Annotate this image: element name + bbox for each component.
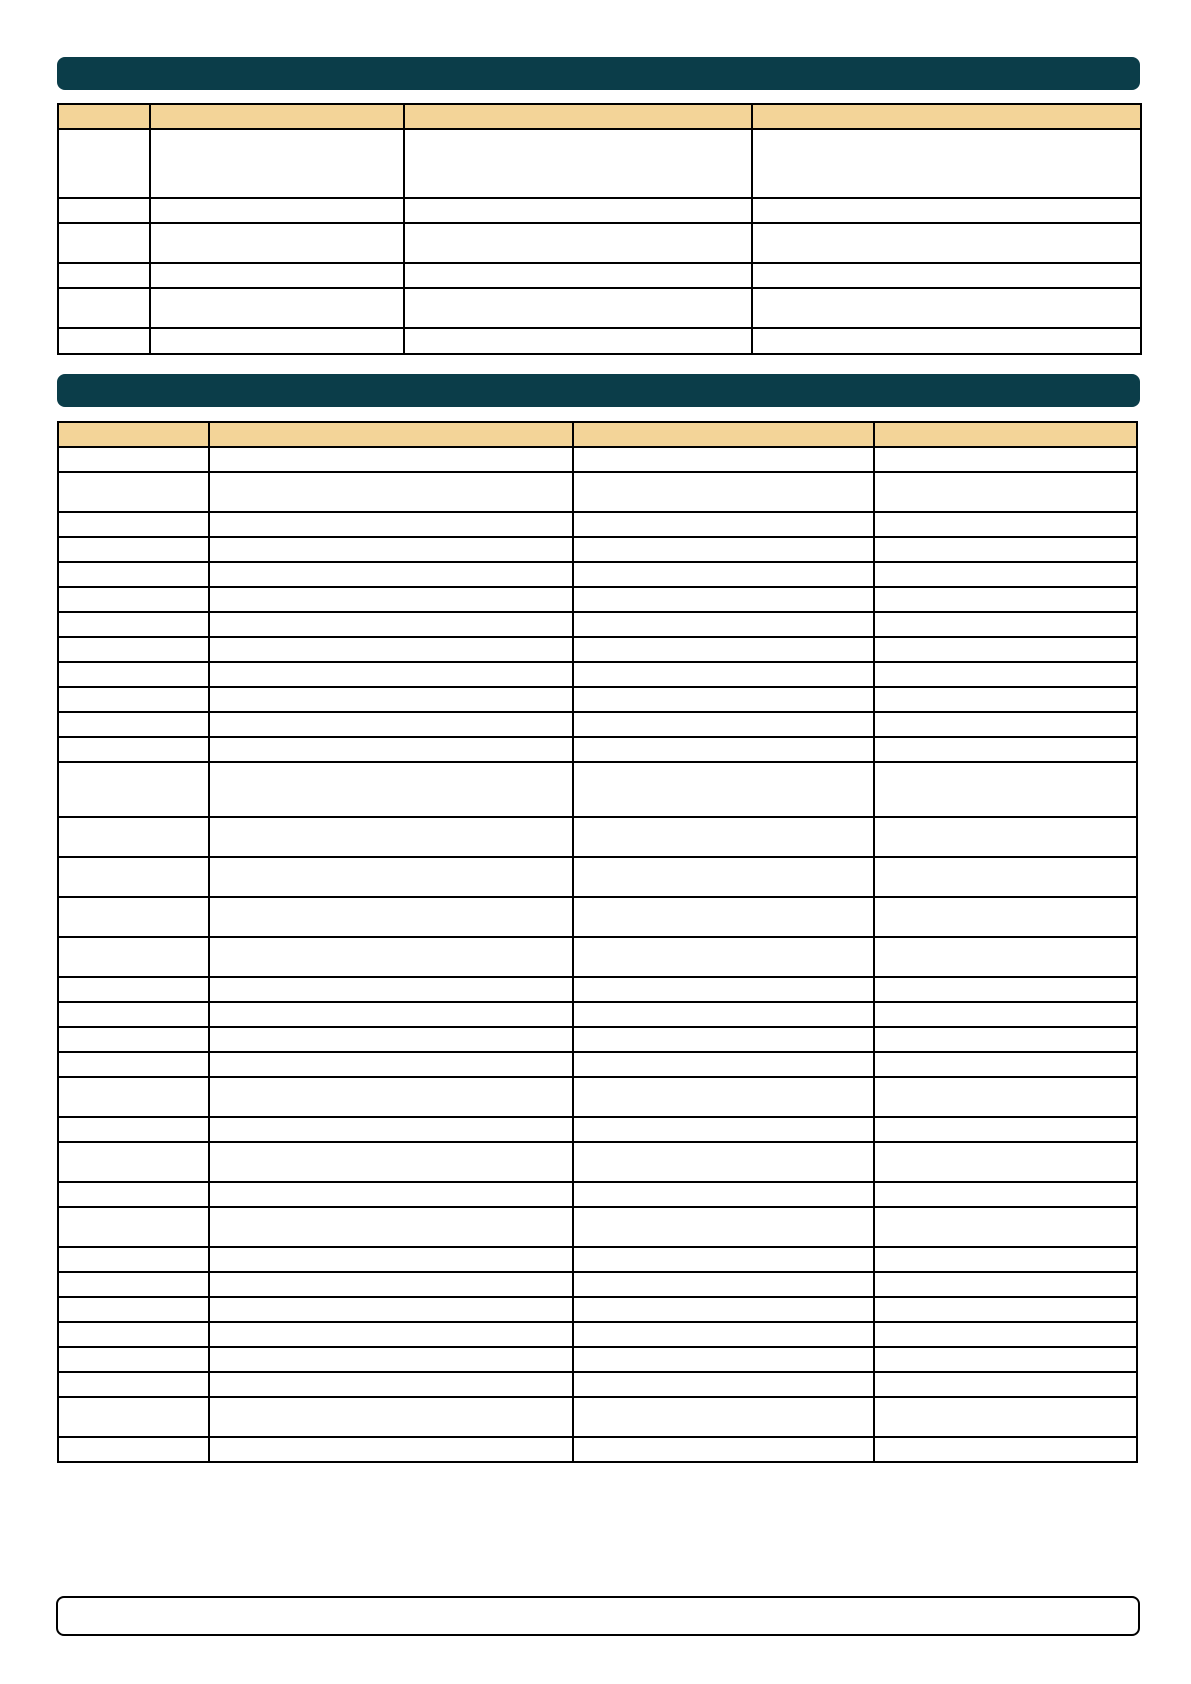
section-2-table-cell: [573, 662, 874, 687]
section-2-table-cell: [58, 1322, 209, 1347]
section-2-table-cell: [874, 1207, 1137, 1247]
section-2-table-row: [58, 472, 1137, 512]
section-2-table-cell: [573, 762, 874, 817]
section-2-table-cell: [573, 1272, 874, 1297]
section-2-table-cell: [573, 612, 874, 637]
section-1-table-row: [58, 223, 1141, 263]
section-2-table-cell: [58, 857, 209, 897]
section-2-header-row: [58, 422, 1137, 447]
section-2-table-cell: [209, 937, 573, 977]
section-1-header-row: [58, 104, 1141, 129]
section-2-table-cell: [58, 637, 209, 662]
section-2-table-row: [58, 712, 1137, 737]
section-2-table-cell: [58, 1027, 209, 1052]
section-2-table-cell: [573, 472, 874, 512]
section-2-table-cell: [874, 1397, 1137, 1437]
section-2-table-cell: [573, 512, 874, 537]
section-1-table-cell: [404, 223, 752, 263]
section-2-table: [57, 421, 1138, 1463]
section-2-table-cell: [209, 612, 573, 637]
section-2-table-cell: [573, 1077, 874, 1117]
section-1-table-cell: [752, 129, 1141, 198]
section-2-table-cell: [58, 1117, 209, 1142]
section-1-table-row: [58, 288, 1141, 328]
section-2-table-cell: [209, 687, 573, 712]
section-2-table-cell: [874, 857, 1137, 897]
section-2-table-cell: [209, 1002, 573, 1027]
section-2-table-cell: [874, 1027, 1137, 1052]
section-2-table-cell: [874, 737, 1137, 762]
section-2-table-cell: [209, 737, 573, 762]
section-2-table-cell: [58, 1297, 209, 1322]
section-2-table-cell: [874, 762, 1137, 817]
section-2-table-cell: [874, 1052, 1137, 1077]
section-2-table-cell: [209, 562, 573, 587]
section-2-table-cell: [58, 612, 209, 637]
section-2-table-cell: [209, 1247, 573, 1272]
section-1-table-cell: [150, 288, 404, 328]
section-1-table-body: [58, 129, 1141, 354]
section-1-table-cell: [150, 328, 404, 354]
section-2-table-cell: [58, 587, 209, 612]
section-1-table-row: [58, 198, 1141, 223]
section-2-table-cell: [209, 587, 573, 612]
section-2-table-cell: [58, 897, 209, 937]
section-2-table-cell: [573, 587, 874, 612]
section-2-table-cell: [573, 637, 874, 662]
section-1-table-cell: [404, 263, 752, 288]
section-1-table-cell: [58, 328, 150, 354]
section-2-table-row: [58, 1347, 1137, 1372]
section-2-table-cell: [58, 1397, 209, 1437]
section-2-header-cell: [874, 422, 1137, 447]
section-2-table-cell: [58, 1182, 209, 1207]
section-2-table-cell: [874, 1272, 1137, 1297]
section-2-table-row: [58, 977, 1137, 1002]
section-2-table-row: [58, 1247, 1137, 1272]
section-2-table-cell: [874, 1297, 1137, 1322]
section-2-table-cell: [209, 447, 573, 472]
section-2-table-row: [58, 612, 1137, 637]
section-2-table-row: [58, 1297, 1137, 1322]
section-2-table-row: [58, 1182, 1137, 1207]
section-2-table-cell: [874, 977, 1137, 1002]
section-2-table-cell: [209, 637, 573, 662]
section-1-table-cell: [150, 198, 404, 223]
section-1-header-cell: [752, 104, 1141, 129]
section-2-table-cell: [874, 1247, 1137, 1272]
section-2-table-cell: [573, 1347, 874, 1372]
section-2-table-cell: [874, 1372, 1137, 1397]
section-1-table-cell: [58, 198, 150, 223]
section-2-table-cell: [573, 1397, 874, 1437]
section-2-table-row: [58, 637, 1137, 662]
section-2-table-row: [58, 1077, 1137, 1117]
section-1-table-cell: [404, 198, 752, 223]
section-2-table-cell: [874, 1077, 1137, 1117]
section-2-table-cell: [573, 737, 874, 762]
section-1-table-cell: [58, 223, 150, 263]
section-2-table-row: [58, 1027, 1137, 1052]
section-2-table-cell: [209, 712, 573, 737]
section-2-table-cell: [58, 512, 209, 537]
section-2-table-cell: [58, 1052, 209, 1077]
section-2-table-row: [58, 687, 1137, 712]
section-2-table-cell: [573, 537, 874, 562]
section-2-table-cell: [209, 897, 573, 937]
section-1-table-row: [58, 263, 1141, 288]
section-1-table-cell: [404, 129, 752, 198]
section-2-table-cell: [874, 937, 1137, 977]
section-2-table-cell: [209, 1052, 573, 1077]
section-2-table-cell: [573, 1117, 874, 1142]
section-1-table-cell: [404, 328, 752, 354]
section-2-table-row: [58, 817, 1137, 857]
section-2-table-body: [58, 447, 1137, 1462]
section-2-table-row: [58, 537, 1137, 562]
section-2-table-cell: [874, 562, 1137, 587]
section-2-table-cell: [58, 817, 209, 857]
section-2-table-cell: [58, 977, 209, 1002]
section-2-table-cell: [874, 1002, 1137, 1027]
section-2-table-cell: [573, 1027, 874, 1052]
section-1-table-row: [58, 129, 1141, 198]
section-2-table-cell: [209, 857, 573, 897]
section-2-table-cell: [874, 587, 1137, 612]
section-2-table-cell: [874, 1322, 1137, 1347]
section-2-table-cell: [58, 1437, 209, 1462]
section-2-table-cell: [209, 512, 573, 537]
section-2-title-bar: [57, 374, 1140, 407]
section-2-table-cell: [573, 897, 874, 937]
section-2-table-cell: [573, 1002, 874, 1027]
section-2-table-row: [58, 762, 1137, 817]
section-1-table-cell: [150, 263, 404, 288]
section-2-table-row: [58, 1322, 1137, 1347]
section-2-table-cell: [573, 687, 874, 712]
section-2-table-cell: [58, 762, 209, 817]
section-2-header-cell: [58, 422, 209, 447]
section-2-table-cell: [573, 1142, 874, 1182]
section-2-table-cell: [209, 1142, 573, 1182]
section-2-table-row: [58, 447, 1137, 472]
section-2-table-cell: [209, 472, 573, 512]
section-2-table-row: [58, 587, 1137, 612]
section-2-header-cell: [209, 422, 573, 447]
section-2-table-cell: [573, 977, 874, 1002]
section-2-table-cell: [874, 1347, 1137, 1372]
section-2-table-cell: [58, 1347, 209, 1372]
section-2-table-cell: [209, 1397, 573, 1437]
section-2-table-cell: [874, 612, 1137, 637]
section-2-table-cell: [209, 1207, 573, 1247]
section-2-table-cell: [209, 1347, 573, 1372]
section-2-table-cell: [58, 687, 209, 712]
section-2-table-cell: [58, 1142, 209, 1182]
section-2-table-cell: [573, 1247, 874, 1272]
section-2-table-row: [58, 857, 1137, 897]
section-2-table-row: [58, 897, 1137, 937]
section-2-table-cell: [58, 447, 209, 472]
section-1-table: [57, 103, 1142, 355]
section-2-table-row: [58, 662, 1137, 687]
section-2-table-cell: [209, 1372, 573, 1397]
section-2-table-cell: [209, 662, 573, 687]
section-2-table-cell: [209, 537, 573, 562]
section-2-table-cell: [58, 537, 209, 562]
section-2-table-cell: [573, 1372, 874, 1397]
section-2-table-cell: [58, 472, 209, 512]
section-2-table-cell: [874, 712, 1137, 737]
section-2-table-cell: [209, 1272, 573, 1297]
section-2-table-cell: [58, 1372, 209, 1397]
section-2-table-row: [58, 1002, 1137, 1027]
section-1-header-cell: [150, 104, 404, 129]
section-2-table-cell: [874, 1182, 1137, 1207]
section-2-table-cell: [874, 637, 1137, 662]
section-1-table-cell: [404, 288, 752, 328]
section-2-table-cell: [573, 1182, 874, 1207]
section-2-table-row: [58, 1372, 1137, 1397]
section-2-table-cell: [58, 712, 209, 737]
section-2-table-cell: [874, 512, 1137, 537]
section-2-table-cell: [573, 857, 874, 897]
section-2-table-cell: [874, 897, 1137, 937]
section-2-table-row: [58, 1272, 1137, 1297]
section-1-table-cell: [58, 288, 150, 328]
section-2-table-cell: [58, 1247, 209, 1272]
section-2-table-cell: [573, 937, 874, 977]
section-2-table-cell: [874, 447, 1137, 472]
section-2-table-cell: [58, 1272, 209, 1297]
section-2-table-cell: [209, 1437, 573, 1462]
section-2-table-cell: [209, 1322, 573, 1347]
section-2-table-cell: [874, 817, 1137, 857]
section-1-table-cell: [58, 263, 150, 288]
section-2-header-cell: [573, 422, 874, 447]
section-2-table-row: [58, 512, 1137, 537]
section-2-table-cell: [573, 1052, 874, 1077]
section-1-table-cell: [752, 288, 1141, 328]
section-1-table-cell: [752, 263, 1141, 288]
section-2-table-cell: [573, 447, 874, 472]
section-2-table-cell: [573, 1297, 874, 1322]
section-2-table-cell: [573, 562, 874, 587]
section-2-table-cell: [209, 1117, 573, 1142]
section-2-table-cell: [874, 687, 1137, 712]
section-1-table-cell: [150, 223, 404, 263]
section-2-table-cell: [874, 1142, 1137, 1182]
section-2-table-cell: [874, 537, 1137, 562]
section-2-table-row: [58, 1052, 1137, 1077]
section-2-table-row: [58, 1117, 1137, 1142]
section-1-table-cell: [58, 129, 150, 198]
section-1-header-cell: [58, 104, 150, 129]
section-2-table-cell: [573, 1322, 874, 1347]
section-2-table-cell: [209, 1182, 573, 1207]
section-2-table-cell: [58, 737, 209, 762]
section-2-table-cell: [58, 937, 209, 977]
section-2-table-cell: [209, 817, 573, 857]
section-2-table-cell: [573, 712, 874, 737]
section-1-table-row: [58, 328, 1141, 354]
section-1-header-cell: [404, 104, 752, 129]
section-1-table-cell: [752, 198, 1141, 223]
section-2-table-cell: [209, 977, 573, 1002]
section-1-table-cell: [752, 223, 1141, 263]
section-1-title-bar: [57, 57, 1140, 90]
section-1-table-cell: [150, 129, 404, 198]
section-2-table-cell: [209, 762, 573, 817]
section-2-table-cell: [58, 1207, 209, 1247]
section-2-table-cell: [209, 1297, 573, 1322]
section-2-table-cell: [874, 1437, 1137, 1462]
section-2-table-cell: [874, 1117, 1137, 1142]
section-1-table-cell: [752, 328, 1141, 354]
section-2-table-row: [58, 1142, 1137, 1182]
section-2-table-row: [58, 1207, 1137, 1247]
footer-box: [56, 1596, 1140, 1636]
section-2-table-cell: [573, 817, 874, 857]
section-2-table-row: [58, 737, 1137, 762]
section-2-table-cell: [209, 1077, 573, 1117]
section-2-table-row: [58, 937, 1137, 977]
section-2-table-cell: [874, 662, 1137, 687]
section-2-table-cell: [58, 1077, 209, 1117]
section-2-table-cell: [874, 472, 1137, 512]
section-2-table-cell: [573, 1207, 874, 1247]
section-2-table-cell: [58, 662, 209, 687]
section-2-table-row: [58, 562, 1137, 587]
section-2-table-cell: [209, 1027, 573, 1052]
section-2-table-cell: [58, 1002, 209, 1027]
section-2-table-cell: [58, 562, 209, 587]
section-2-table-cell: [573, 1437, 874, 1462]
section-2-table-row: [58, 1397, 1137, 1437]
section-2-table-row: [58, 1437, 1137, 1462]
